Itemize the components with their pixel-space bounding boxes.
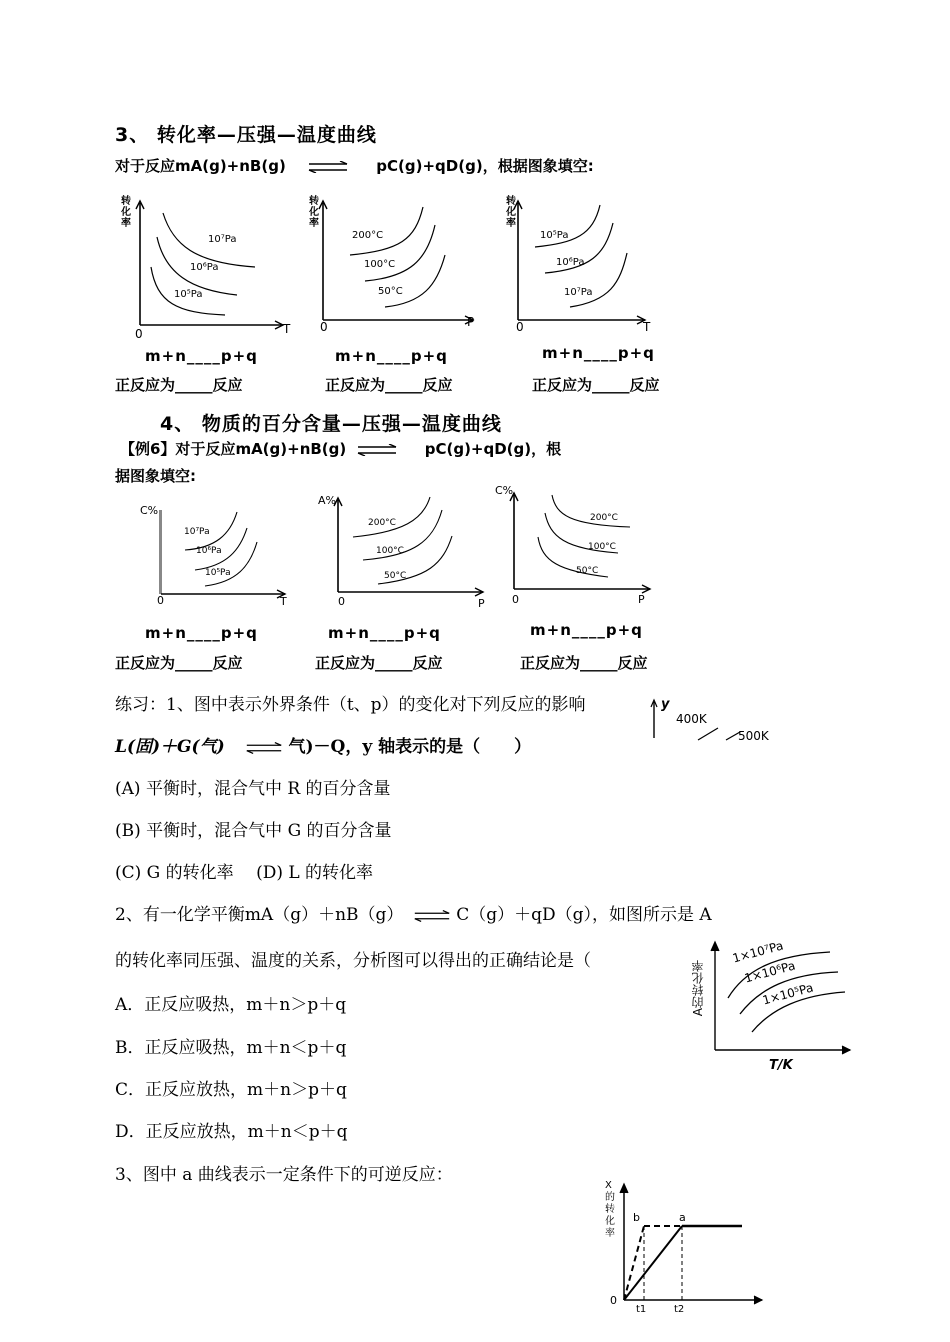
exercise1-fig-y-label: y [661,697,670,712]
origin-label: 0 [610,1294,617,1307]
exercise1-fig-curve-label: 400K [676,712,707,726]
curve-label: 10⁵Pa [540,230,569,241]
blank-reaction-type[interactable]: 正反应为_____反应 [115,376,243,394]
exercise2-fig-ylabel: A的转化率 [691,960,705,1017]
x-axis-label: P [478,597,485,610]
curve-label: 10⁷Pa [184,527,210,537]
section4-graph-3 [500,485,660,600]
section4-intro-left: 【例6】对于反应mA(g)+nB(g) [120,440,347,458]
exercise2-fig-xlabel: T/K [769,1058,793,1073]
section3-graph-3 [505,195,685,340]
exercise2-reaction-right: C（g）＋qD（g），如图所示是 A [456,905,712,925]
curve-label: 200°C [368,518,396,528]
exercise3-fig-curve-b-label: b [633,1211,640,1224]
graph-ylabel: C% [140,504,159,517]
equilibrium-arrow-icon [245,742,283,754]
exercise2-option-b[interactable]: B．正反应吸热，m＋n＜p＋q [115,1038,347,1058]
curve-label: 10⁷Pa [208,234,237,245]
exercise2-fig-curve-label: 1×10⁷Pa [731,938,785,966]
exercise3-figure [600,1180,770,1310]
blank-reaction-type[interactable]: 正反应为_____反应 [532,376,660,394]
curve-label: 10⁷Pa [564,287,593,298]
equilibrium-arrow-icon [307,161,349,173]
graph-ylabel: A% [318,494,336,507]
blank-mn-pq[interactable]: m+n____p+q [335,347,448,365]
origin-label: 0 [338,595,345,608]
section4-intro [120,438,561,459]
exercise3-fig-ylabel: X 的 转 化 率 [605,1180,615,1239]
curve-label: 10⁶Pa [556,257,585,268]
section4-intro-right: pC(g)+qD(g)，根 [424,440,562,458]
origin-label: 0 [157,594,164,607]
curve-label: 100°C [588,542,616,552]
exercise2-option-d[interactable]: D．正反应放热，m＋n＜p＋q [115,1122,348,1142]
section3-intro-left: 对于反应mA(g)+nB(g) [115,157,286,175]
exercise2-question [115,900,712,925]
section3-title: 3、 转化率—压强—温度曲线 [115,124,377,146]
graph-ylabel: C% [495,484,514,497]
exercise1-option-a[interactable]: (A) 平衡时，混合气中 R 的百分含量 [115,779,391,799]
section4-intro-line2: 据图象填空: [115,467,196,485]
exercise2-reaction-left: 2、有一化学平衡mA（g）＋nB（g） [115,905,404,925]
curve-label: 200°C [352,230,384,241]
exercise1-reaction-left: L(固)＋G(气) [115,737,225,757]
exercise2-fig-curve-label: 1×10⁵Pa [761,980,815,1008]
graph-ylabel: 转 化 率 [121,196,131,229]
blank-mn-pq[interactable]: m+n____p+q [530,621,643,639]
blank-mn-pq[interactable]: m+n____p+q [145,347,258,365]
x-axis-label: P [467,315,475,329]
x-axis-label: P [638,593,645,606]
exercise1-question: 练习：1、图中表示外界条件（t、p）的变化对下列反应的影响 [115,695,586,715]
x-axis-label: T [643,320,651,334]
blank-mn-pq[interactable]: m+n____p+q [542,344,655,362]
exercise1-reaction-right: 气)－Q，y 轴表示的是（ ） [288,737,532,757]
equilibrium-arrow-icon [413,910,451,922]
exercise3-fig-t1-label: t1 [636,1304,647,1315]
blank-reaction-type[interactable]: 正反应为_____反应 [520,654,648,672]
exercise2-option-a[interactable]: A．正反应吸热，m＋n＞p＋q [115,995,347,1015]
blank-mn-pq[interactable]: m+n____p+q [145,624,258,642]
exercise3-question: 3、图中 a 曲线表示一定条件下的可逆反应： [115,1165,453,1185]
exercise3-fig-t2-label: t2 [674,1304,685,1315]
origin-label: 0 [512,593,519,606]
origin-label: 0 [135,327,143,341]
curve-label: 10⁶Pa [196,546,222,556]
exercise2-question-line2: 的转化率同压强、温度的关系，分析图可以得出的正确结论是（ [115,951,591,971]
section3-intro-right: pC(g)+qD(g)，根据图象填空: [376,157,594,175]
exercise1-reaction [115,732,531,757]
graph-ylabel: 转 化 率 [309,196,319,229]
curve-label: 50°C [576,566,599,576]
exercise2-option-c[interactable]: C．正反应放热，m＋n＞p＋q [115,1080,347,1100]
exercise1-fig-curve-label: 500K [738,729,769,743]
exercise1-option-cd[interactable]: (C) G 的转化率 (D) L 的转化率 [115,863,374,883]
curve-label: 10⁵Pa [174,289,203,300]
curve-label: 200°C [590,513,618,523]
section3-intro [115,155,594,176]
curve-label: 50°C [384,571,407,581]
exercise3-fig-curve-a-label: a [679,1211,686,1224]
blank-mn-pq[interactable]: m+n____p+q [328,624,441,642]
curve-label: 100°C [364,259,396,270]
origin-label: 0 [516,320,524,334]
x-axis-label: T [283,322,291,336]
section4-title: 4、 物质的百分含量—压强—温度曲线 [160,413,502,435]
graph-ylabel: 转 化 率 [506,196,516,229]
curve-label: 50°C [378,286,403,297]
curve-label: 10⁶Pa [190,262,219,273]
section4-graph-2 [318,492,493,607]
x-axis-label: T [280,595,287,608]
equilibrium-arrow-icon [356,444,398,456]
origin-label: 0 [320,320,328,334]
exercise2-fig-curve-label: 1×10⁶Pa [743,958,797,986]
curve-label: 100°C [376,546,404,556]
exercise1-option-b[interactable]: (B) 平衡时，混合气中 G 的百分含量 [115,821,392,841]
blank-reaction-type[interactable]: 正反应为_____反应 [115,654,243,672]
blank-reaction-type[interactable]: 正反应为_____反应 [325,376,453,394]
curve-label: 10⁵Pa [205,568,231,578]
blank-reaction-type[interactable]: 正反应为_____反应 [315,654,443,672]
